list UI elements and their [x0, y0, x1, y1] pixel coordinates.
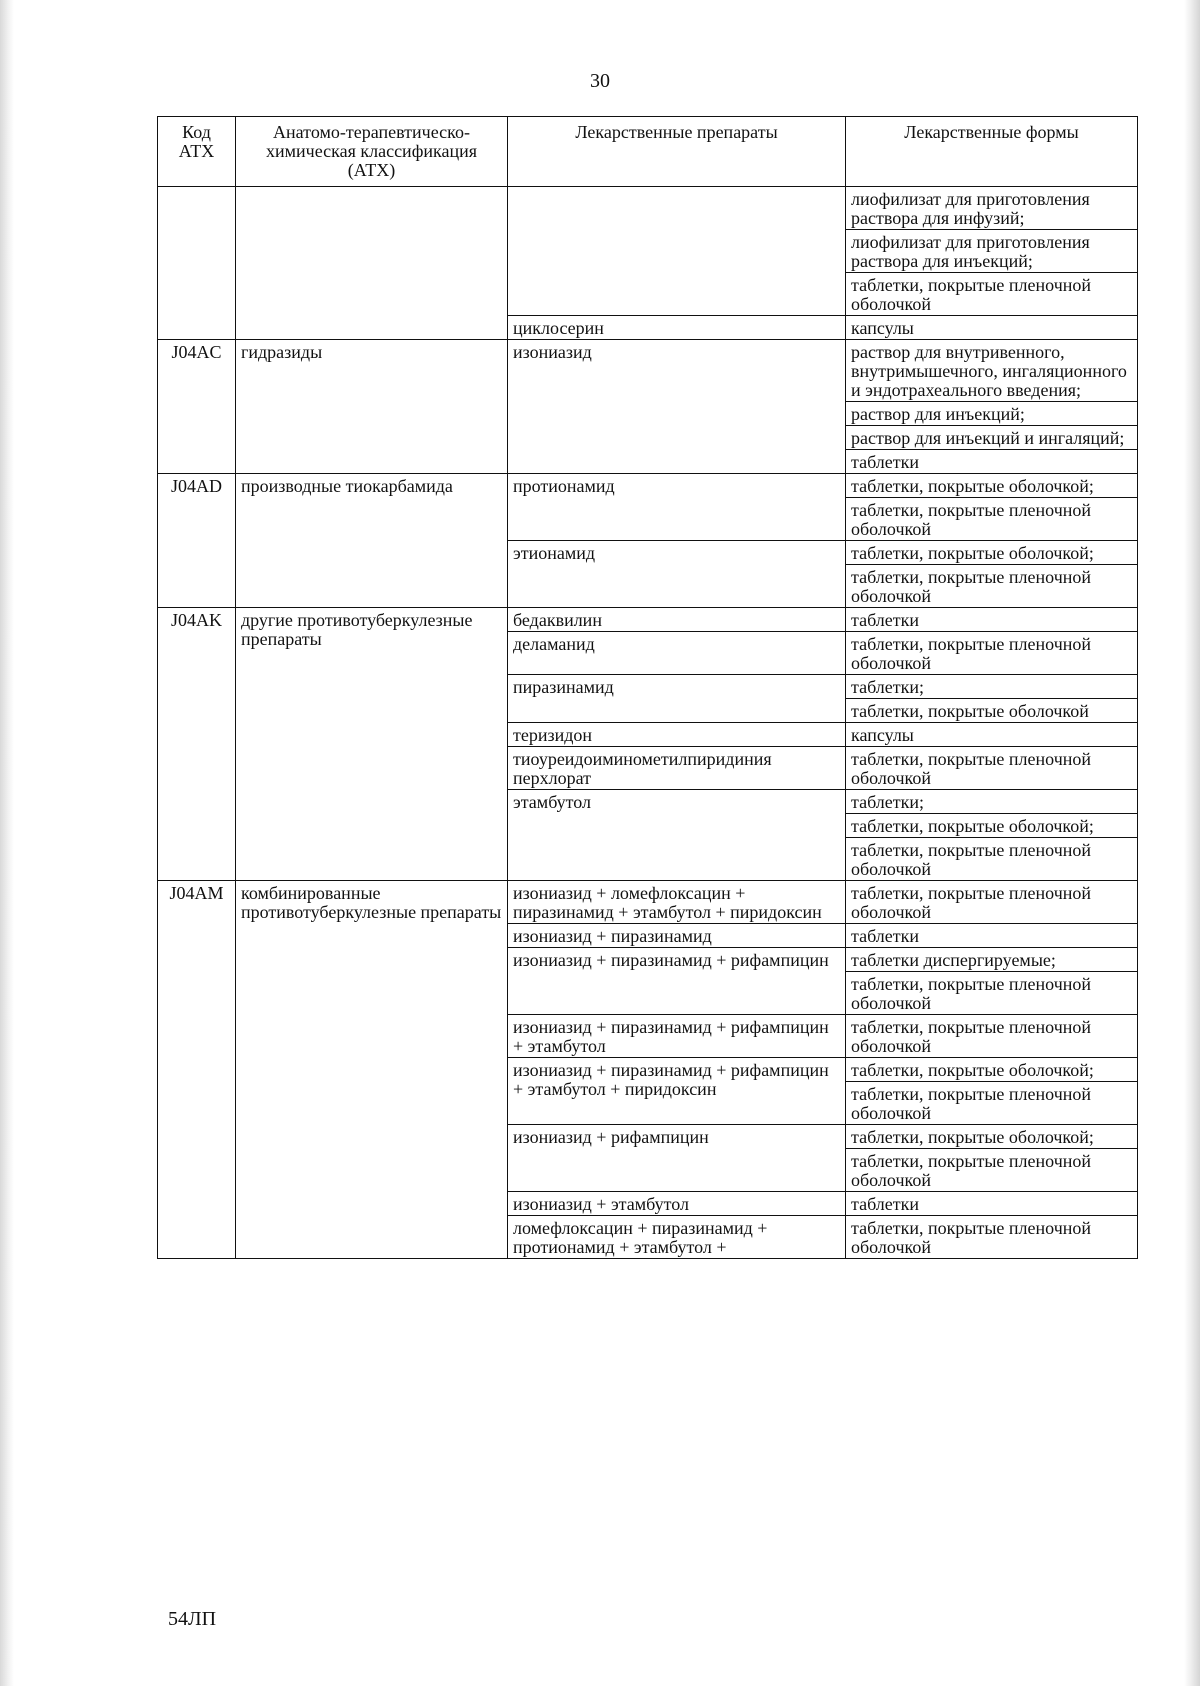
- dosage-form-cell: таблетки;: [846, 675, 1138, 699]
- dosage-form-cell: раствор для внутривенного, внутримышечного, ингаляционного и эндотрахеального введения;: [846, 340, 1138, 402]
- dosage-form-cell: таблетки, покрытые оболочкой: [846, 699, 1138, 723]
- footer-code: 54ЛП: [168, 1608, 217, 1630]
- atc-code-cell: J04AC: [158, 340, 236, 474]
- dosage-form-cell: таблетки, покрытые пленочной оболочкой: [846, 1015, 1138, 1058]
- dosage-form-cell: таблетки диспергируемые;: [846, 948, 1138, 972]
- drug-name-cell: изониазид + рифампицин: [508, 1125, 846, 1192]
- dosage-form-cell: таблетки, покрытые пленочной оболочкой: [846, 498, 1138, 541]
- dosage-form-cell: таблетки;: [846, 790, 1138, 814]
- dosage-form-cell: таблетки, покрытые пленочной оболочкой: [846, 273, 1138, 316]
- table-header: [158, 117, 1138, 187]
- atc-classification-cell: гидразиды: [236, 340, 508, 474]
- dosage-form-cell: таблетки: [846, 450, 1138, 474]
- drug-name-cell: изониазид + ломефлоксацин + пиразинамид + этамбутол + пиридоксин: [508, 881, 846, 924]
- drug-name-cell: бедаквилин: [508, 608, 846, 632]
- table-body: [158, 187, 1138, 1259]
- table-row: [158, 608, 1138, 632]
- page-number: 30: [590, 70, 610, 92]
- dosage-form-cell: таблетки, покрытые оболочкой;: [846, 1058, 1138, 1082]
- dosage-form-cell: таблетки, покрытые оболочкой;: [846, 1125, 1138, 1149]
- dosage-form-cell: таблетки, покрытые пленочной оболочкой: [846, 1082, 1138, 1125]
- atc-code-cell: J04AM: [158, 881, 236, 1259]
- drug-name-cell: изониазид + пиразинамид + рифампицин + этамбутол: [508, 1015, 846, 1058]
- dosage-form-cell: таблетки, покрытые пленочной оболочкой: [846, 972, 1138, 1015]
- dosage-form-cell: лиофилизат для приготовления раствора для инъекций;: [846, 230, 1138, 273]
- drug-name-cell: этамбутол: [508, 790, 846, 881]
- drug-name-cell: изониазид + пиразинамид + рифампицин + этамбутол + пиридоксин: [508, 1058, 846, 1125]
- header-forms: Лекарственные формы: [846, 117, 1138, 187]
- atc-code-cell: J04AD: [158, 474, 236, 608]
- dosage-form-cell: капсулы: [846, 316, 1138, 340]
- drug-name-cell: деламанид: [508, 632, 846, 675]
- drug-name-cell: изониазид + пиразинамид: [508, 924, 846, 948]
- atc-classification-cell: комбинированные противотуберкулезные препараты: [236, 881, 508, 1259]
- drug-name-cell: пиразинамид: [508, 675, 846, 723]
- table-row: [158, 340, 1138, 402]
- dosage-form-cell: таблетки, покрытые оболочкой;: [846, 541, 1138, 565]
- table-row: [158, 474, 1138, 498]
- drug-name-cell: изониазид + этамбутол: [508, 1192, 846, 1216]
- dosage-form-cell: таблетки, покрытые оболочкой;: [846, 474, 1138, 498]
- scan-edge-right: [1184, 0, 1200, 1686]
- dosage-form-cell: таблетки, покрытые пленочной оболочкой: [846, 1149, 1138, 1192]
- drug-name-cell: ломефлоксацин + пиразинамид + протионамид + этамбутол +: [508, 1216, 846, 1259]
- dosage-form-cell: раствор для инъекций;: [846, 402, 1138, 426]
- header-drugs: Лекарственные препараты: [508, 117, 846, 187]
- dosage-form-cell: таблетки, покрытые пленочной оболочкой: [846, 881, 1138, 924]
- table-row: [158, 187, 1138, 230]
- drug-name-cell: протионамид: [508, 474, 846, 541]
- drug-name-cell: теризидон: [508, 723, 846, 747]
- drug-name-cell: циклосерин: [508, 316, 846, 340]
- atc-classification-cell: [236, 187, 508, 340]
- atc-classification-cell: производные тиокарбамида: [236, 474, 508, 608]
- dosage-form-cell: таблетки: [846, 1192, 1138, 1216]
- header-code: Код АТХ: [158, 117, 236, 187]
- drug-name-cell: [508, 187, 846, 316]
- drug-name-cell: тиоуреидоиминометилпиридиния перхлорат: [508, 747, 846, 790]
- header-row: [158, 117, 1138, 187]
- atc-code-cell: [158, 187, 236, 340]
- atc-classification-cell: другие противотуберкулезные препараты: [236, 608, 508, 881]
- dosage-form-cell: таблетки, покрытые оболочкой;: [846, 814, 1138, 838]
- dosage-form-cell: таблетки: [846, 924, 1138, 948]
- atc-code-cell: J04AK: [158, 608, 236, 881]
- scan-edge-left: [0, 0, 14, 1686]
- header-classification: Анатомо-терапевтическо-химическая классификация (АТХ): [236, 117, 508, 187]
- drug-classification-table: [157, 116, 1138, 1259]
- dosage-form-cell: таблетки, покрытые пленочной оболочкой: [846, 747, 1138, 790]
- drug-name-cell: этионамид: [508, 541, 846, 608]
- dosage-form-cell: таблетки, покрытые пленочной оболочкой: [846, 632, 1138, 675]
- dosage-form-cell: таблетки, покрытые пленочной оболочкой: [846, 838, 1138, 881]
- dosage-form-cell: таблетки, покрытые пленочной оболочкой: [846, 1216, 1138, 1259]
- dosage-form-cell: таблетки, покрытые пленочной оболочкой: [846, 565, 1138, 608]
- dosage-form-cell: таблетки: [846, 608, 1138, 632]
- drug-name-cell: изониазид + пиразинамид + рифампицин: [508, 948, 846, 1015]
- dosage-form-cell: капсулы: [846, 723, 1138, 747]
- table-row: [158, 881, 1138, 924]
- dosage-form-cell: лиофилизат для приготовления раствора для инфузий;: [846, 187, 1138, 230]
- dosage-form-cell: раствор для инъекций и ингаляций;: [846, 426, 1138, 450]
- drug-name-cell: изониазид: [508, 340, 846, 474]
